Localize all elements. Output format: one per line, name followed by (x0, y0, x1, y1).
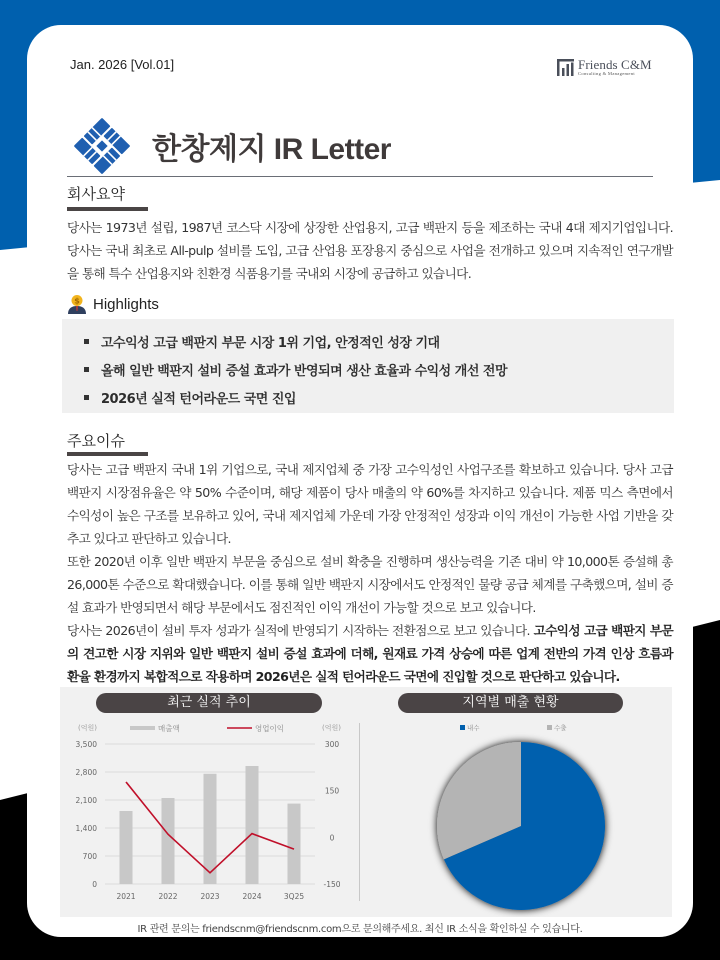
svg-text:700: 700 (82, 852, 97, 861)
svg-text:매출액: 매출액 (158, 724, 180, 733)
highlight-text: 올해 일반 백판지 설비 증설 효과가 반영되며 생산 효율과 수익성 개선 전망 (101, 363, 508, 379)
performance-chart (60, 717, 350, 917)
svg-text:-150: -150 (323, 880, 341, 889)
svg-text:2023: 2023 (200, 892, 220, 901)
company-logo-icon (70, 118, 134, 174)
highlight-text: 고수익성 고급 백판지 부문 시장 1위 기업, 안정적인 성장 기대 (101, 335, 440, 351)
bullet-icon (84, 339, 89, 344)
issues-heading-bar (67, 452, 148, 456)
highlights-heading-label: Highlights (93, 295, 159, 313)
footer-contact: IR 관련 문의는 friendscnm@friendscnm.com으로 문의해주세요. 최신 IR 소식을 확인하실 수 있습니다. (137, 924, 583, 935)
bullet-icon (84, 367, 89, 372)
svg-text:(억원): (억원) (78, 724, 97, 732)
svg-text:2021: 2021 (116, 892, 136, 901)
svg-text:150: 150 (324, 786, 340, 796)
svg-text:영업이익: 영업이익 (255, 724, 284, 733)
title-divider (67, 176, 653, 177)
svg-text:0: 0 (329, 833, 335, 843)
svg-text:3Q25: 3Q25 (283, 892, 305, 901)
svg-text:3,500: 3,500 (75, 740, 97, 749)
svg-text:(억원): (억원) (322, 724, 341, 732)
page-title: 한창제지 IR Letter (152, 133, 391, 166)
summary-text: 당사는 1973년 설립, 1987년 코스닥 시장에 상장한 산업용지, 고급 백판지 등을 제조하는 국내 4대 제지기업입니다. 당사는 국내 최초로 All-pulp 설비를 도입, 고급 산업용 포장용지 중심으로 사업을 전개하고 있으며 지속적인 연구개발을 통해 특수 산업용지와 친환경 식품용기를 국내외 시장에 공급하고 있습니다. (67, 220, 673, 281)
svg-text:2,800: 2,800 (75, 768, 97, 777)
bar-chart-logo-icon (557, 59, 574, 76)
svg-text:$: $ (74, 296, 80, 306)
highlight-text: 2026년 실적 턴어라운드 국면 진입 (101, 391, 296, 407)
highlight-item (84, 327, 674, 355)
highlight-item (84, 383, 674, 411)
region-chart-title: 지역별 매출 현황 (398, 693, 623, 713)
region-pie-chart (365, 717, 665, 917)
chart-divider (359, 723, 360, 901)
issues-paragraph-3 (67, 619, 673, 688)
bullet-icon (84, 395, 89, 400)
issues-paragraph-3-emphasis: 고수익성 고급 백판지 부문의 견고한 시장 지위와 일반 백판지 설비 증설 효과에 더해, 원재료 가격 상승에 따른 업계 전반의 가격 인상 흐름과 환율 환경까지 복합적으로 작용하며 2026년은 실적 턴어라운드 국면에 진입할 것으로 판단하고 있습니다. (67, 623, 674, 684)
issues-paragraph-2: 또한 2020년 이후 일반 백판지 부문을 중심으로 설비 확충을 진행하며 생산능력을 기존 대비 약 10,000톤 증설해 총 26,000톤 수준으로 확대했습니다. 이를 통해 일반 백판지 시장에서도 안정적인 물량 공급 체계를 구축했으며, 설비 증설 효과가 반영되면서 해당 부문에서도 점진적인 이익 개선이 가능할 것으로 보고 있습니다. (67, 554, 673, 615)
svg-text:300: 300 (324, 740, 340, 749)
summary-heading-bar (67, 207, 148, 211)
svg-text:0: 0 (92, 880, 97, 889)
brand-logo (557, 58, 652, 77)
charts-panel (60, 687, 672, 917)
highlights-box (62, 319, 674, 413)
svg-text:2,100: 2,100 (75, 796, 97, 805)
highlight-item (84, 355, 674, 383)
issues-paragraph-3-text: 당사는 2026년이 설비 투자 성과가 실적에 반영되기 시작하는 전환점으로 보고 있습니다. (67, 623, 534, 638)
brand-name: Friends C&M (578, 57, 652, 72)
svg-text:1,400: 1,400 (75, 824, 97, 833)
issues-heading: 주요이슈 (67, 433, 125, 450)
svg-text:2022: 2022 (158, 892, 178, 901)
performance-chart-title: 최근 실적 추이 (96, 693, 322, 713)
businessman-icon (67, 294, 87, 314)
title-row (70, 118, 391, 174)
issues-paragraph-1: 당사는 고급 백판지 국내 1위 기업으로, 국내 제지업체 중 가장 고수익성인 사업구조를 확보하고 있습니다. 당사 고급 백판지 시장점유율은 약 50% 수준이며, 해당 제품이 당사 매출의 약 60%를 차지하고 있습니다. 제품 믹스 측면에서 수익성이 높은 구조를 보유하고 있어, 국내 제지업체 가운데 가장 안정적인 성장과 이익 개선이 가능한 사업 기반을 갖추고 있다고 판단하고 있습니다. (67, 462, 673, 546)
issue-date: Jan. 2026 [Vol.01] (70, 57, 175, 72)
svg-text:수출: 수출 (554, 724, 567, 732)
svg-text:내수: 내수 (467, 724, 480, 732)
highlights-heading (67, 294, 159, 314)
summary-heading: 회사요약 (67, 186, 125, 203)
svg-text:2024: 2024 (242, 892, 262, 901)
brand-tagline: Consulting & Management (578, 71, 635, 76)
